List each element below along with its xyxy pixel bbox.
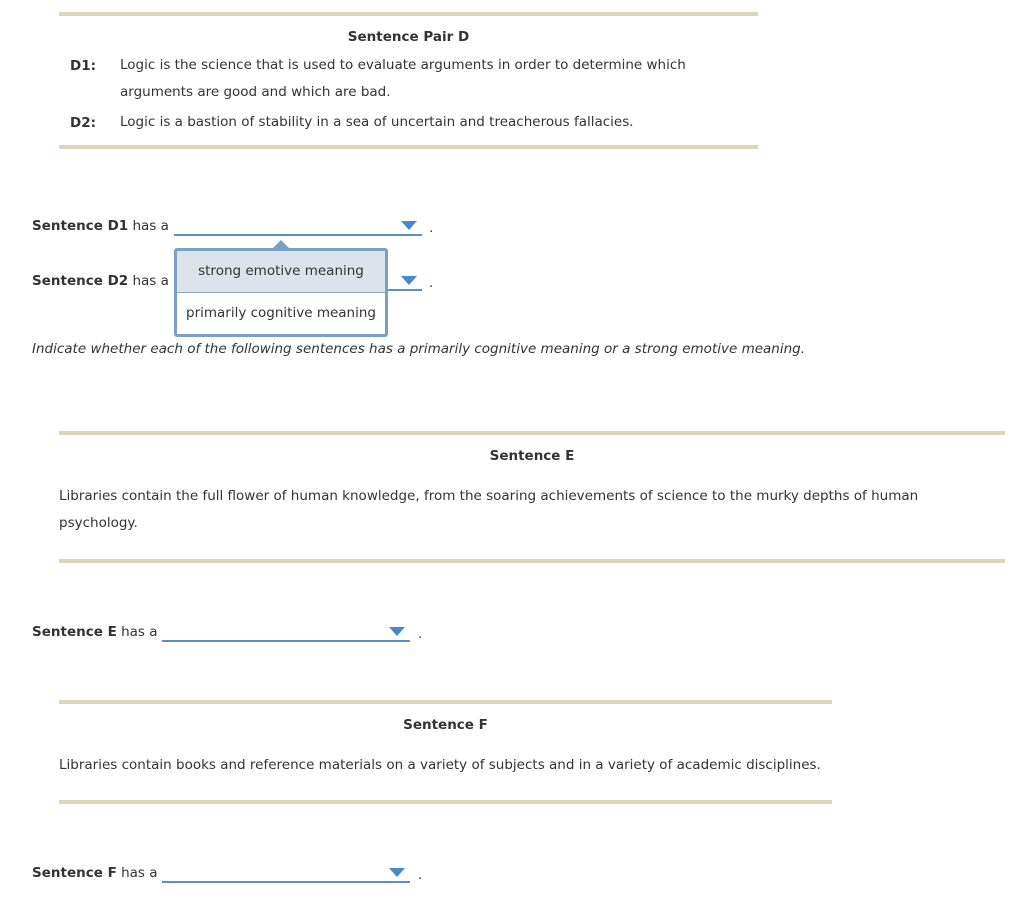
e-meaning-select[interactable] <box>162 626 410 642</box>
prompt-prefix: Sentence <box>32 624 108 640</box>
prompt-sentence-id: D2 <box>107 273 129 289</box>
prompt-sentence-id: F <box>107 865 117 881</box>
prompt-suffix: has a <box>116 865 158 881</box>
question-d1-prompt <box>32 218 169 234</box>
pair-d-top-rule <box>59 12 758 16</box>
prompt-sentence-id: D1 <box>107 218 129 234</box>
d2-label: D2: <box>70 115 96 131</box>
sentence-f-top-rule <box>59 700 832 704</box>
prompt-suffix: has a <box>128 273 169 289</box>
option-primarily-cognitive-meaning[interactable]: primarily cognitive meaning <box>177 293 385 334</box>
question-f-prompt <box>32 865 158 881</box>
sentence-f-text: Libraries contain books and reference materials on a variety of subjects and in a variety of academic disciplines. <box>59 757 821 773</box>
d1-period: . <box>429 220 434 236</box>
prompt-prefix: Sentence <box>32 273 108 289</box>
d1-text: Logic is the science that is used to evaluate arguments in order to determine which arguments are good and which are bad. <box>120 57 686 100</box>
instruction-text: Indicate whether each of the following sentences has a primarily cognitive meaning or a strong emotive meaning. <box>32 341 806 357</box>
d2-text: Logic is a bastion of stability in a sea of uncertain and treacherous fallacies. <box>120 114 634 130</box>
d2-chevron-down-icon[interactable] <box>401 276 417 285</box>
d1-meaning-select[interactable] <box>174 220 422 236</box>
question-e-prompt <box>32 624 158 640</box>
d2-period: . <box>429 275 434 291</box>
sentence-f-bottom-rule <box>59 800 832 804</box>
d1-label: D1: <box>70 58 96 74</box>
f-meaning-select[interactable] <box>162 867 410 883</box>
f-period: . <box>418 867 423 883</box>
sentence-e-text: Libraries contain the full flower of human knowledge, from the soaring achievements of science to the murky depths of human psychology. <box>59 488 919 531</box>
option-strong-emotive-meaning[interactable]: strong emotive meaning <box>177 251 385 293</box>
f-chevron-down-icon[interactable] <box>389 868 405 877</box>
sentence-e-top-rule <box>59 431 1005 435</box>
prompt-suffix: has a <box>128 218 169 234</box>
prompt-sentence-id: E <box>107 624 117 640</box>
d1-chevron-down-icon[interactable] <box>401 221 417 230</box>
prompt-suffix: has a <box>116 624 158 640</box>
question-d2-prompt <box>32 273 169 289</box>
prompt-prefix: Sentence <box>32 865 108 881</box>
meaning-dropdown-menu <box>174 248 388 337</box>
sentence-e-title: Sentence E <box>489 448 575 464</box>
pair-d-title: Sentence Pair D <box>347 29 470 45</box>
e-chevron-down-icon[interactable] <box>389 627 405 636</box>
sentence-e-bottom-rule <box>59 559 1005 563</box>
sentence-f-title: Sentence F <box>403 717 488 733</box>
pair-d-bottom-rule <box>59 145 758 149</box>
prompt-prefix: Sentence <box>32 218 108 234</box>
e-period: . <box>418 626 423 642</box>
